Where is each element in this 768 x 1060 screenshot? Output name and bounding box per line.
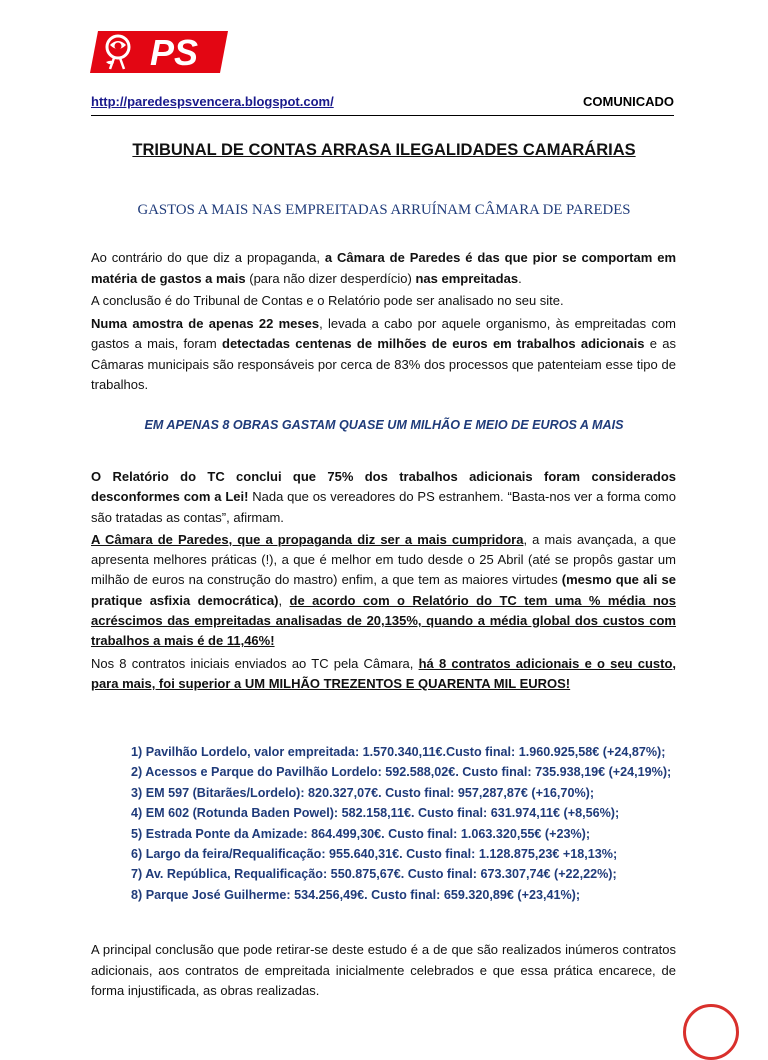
- intro-paragraph-3: Numa amostra de apenas 22 meses, levada a cabo por aquele organismo, às empreitadas com gastos a mais, foram detectadas centenas de milhões de euros em trabalhos adicionais e as Câmaras municipais são responsáveis por cerca de 83% dos processos que patenteiam esse tipo de trabalhos.: [91, 315, 677, 392]
- intro-paragraph-2: A conclusão é do Tribunal de Contas e o Relatório pode ser analisado no seu site.: [91, 293, 564, 308]
- contract-item: 7) Av. República, Requalificação: 550.875,67€. Custo final: 673.307,74€ (+22,22%);: [131, 867, 617, 882]
- section-heading: EM APENAS 8 OBRAS GASTAM QUASE UM MILHÃO E MEIO DE EUROS A MAIS: [144, 418, 624, 432]
- contract-item: 6) Largo da feira/Requalificação: 955.640,31€. Custo final: 1.128.875,23€ +18,13%;: [131, 847, 618, 862]
- contract-item: 2) Acessos e Parque do Pavilhão Lordelo: 592.588,02€. Custo final: 735.938,19€ (+24,19%);: [131, 765, 672, 780]
- logo-text: PS: [149, 32, 199, 73]
- contracts-list: [131, 742, 671, 905]
- contract-item: 1) Pavilhão Lordelo, valor empreitada: 1.570.340,11€.Custo final: 1.960.925,58€ (+24,87%);: [131, 745, 666, 759]
- blog-link[interactable]: http://paredespsvencera.blogspot.com/: [91, 94, 334, 109]
- ps-logo: [90, 29, 228, 75]
- intro-paragraph-1: Ao contrário do que diz a propaganda, a Câmara de Paredes é das que pior se comportam em matéria de gastos a mais (para não dizer desperdício) nas empreitadas.: [91, 250, 677, 286]
- header-bar: [91, 93, 674, 116]
- page-title: TRIBUNAL DE CONTAS ARRASA ILEGALIDADES CAMARÁRIAS: [132, 141, 636, 159]
- report-paragraph-2: A Câmara de Paredes, que a propaganda diz ser a mais cumpridora, a mais avançada, a que apresenta melhores práticas (!), a que é melhor em tudo desde o 25 Abril (até se propôs gastar um milhão de euros na construção do mastro) enfim, a que tem as maiores virtudes (mesmo que ali se pratique asfixia democrática), de acordo com o Relatório do TC tem uma % média nos acréscimos das empreitadas analisadas de 20,135%, quando a média global dos custos com trabalhos a mais é de 11,46%!: [91, 531, 676, 649]
- contract-item: 4) EM 602 (Rotunda Baden Powel): 582.158,11€. Custo final: 631.974,11€ (+8,56%);: [131, 806, 620, 821]
- report-paragraph-1: O Relatório do TC conclui que 75% dos trabalhos adicionais foram considerados desconformes com a Lei! Nada que os vereadores do PS estranhem. “Basta-nos ver a forma como são tratadas as contas”, afirmam.: [91, 469, 676, 525]
- communique-label: COMUNICADO: [583, 94, 674, 109]
- stamp-seal: [683, 1004, 739, 1060]
- report-paragraph-3: Nos 8 contratos iniciais enviados ao TC pela Câmara, há 8 contratos adicionais e o seu custo, para mais, foi superior a UM MILHÃO TREZENTOS E QUARENTA MIL EUROS!: [91, 655, 677, 691]
- conclusion-paragraph: A principal conclusão que pode retirar-se deste estudo é a de que são realizados inúmeros contratos adicionais, aos contratos de empreitada inicialmente celebrados e que essa prática encarece, de forma injustificada, as obras realizadas.: [91, 942, 676, 998]
- intro-section: [91, 248, 676, 396]
- contract-item: 8) Parque José Guilherme: 534.256,49€. Custo final: 659.320,89€ (+23,41%);: [131, 887, 581, 902]
- page-subtitle: GASTOS A MAIS NAS EMPREITADAS ARRUÍNAM CÂMARA DE PAREDES: [137, 202, 631, 218]
- contract-item: 5) Estrada Ponte da Amizade: 864.499,30€. Custo final: 1.063.320,55€ (+23%);: [131, 826, 591, 841]
- report-section: [91, 467, 676, 694]
- contract-item: 3) EM 597 (Bitarães/Lordelo): 820.327,07€. Custo final: 957,287,87€ (+16,70%);: [131, 785, 595, 800]
